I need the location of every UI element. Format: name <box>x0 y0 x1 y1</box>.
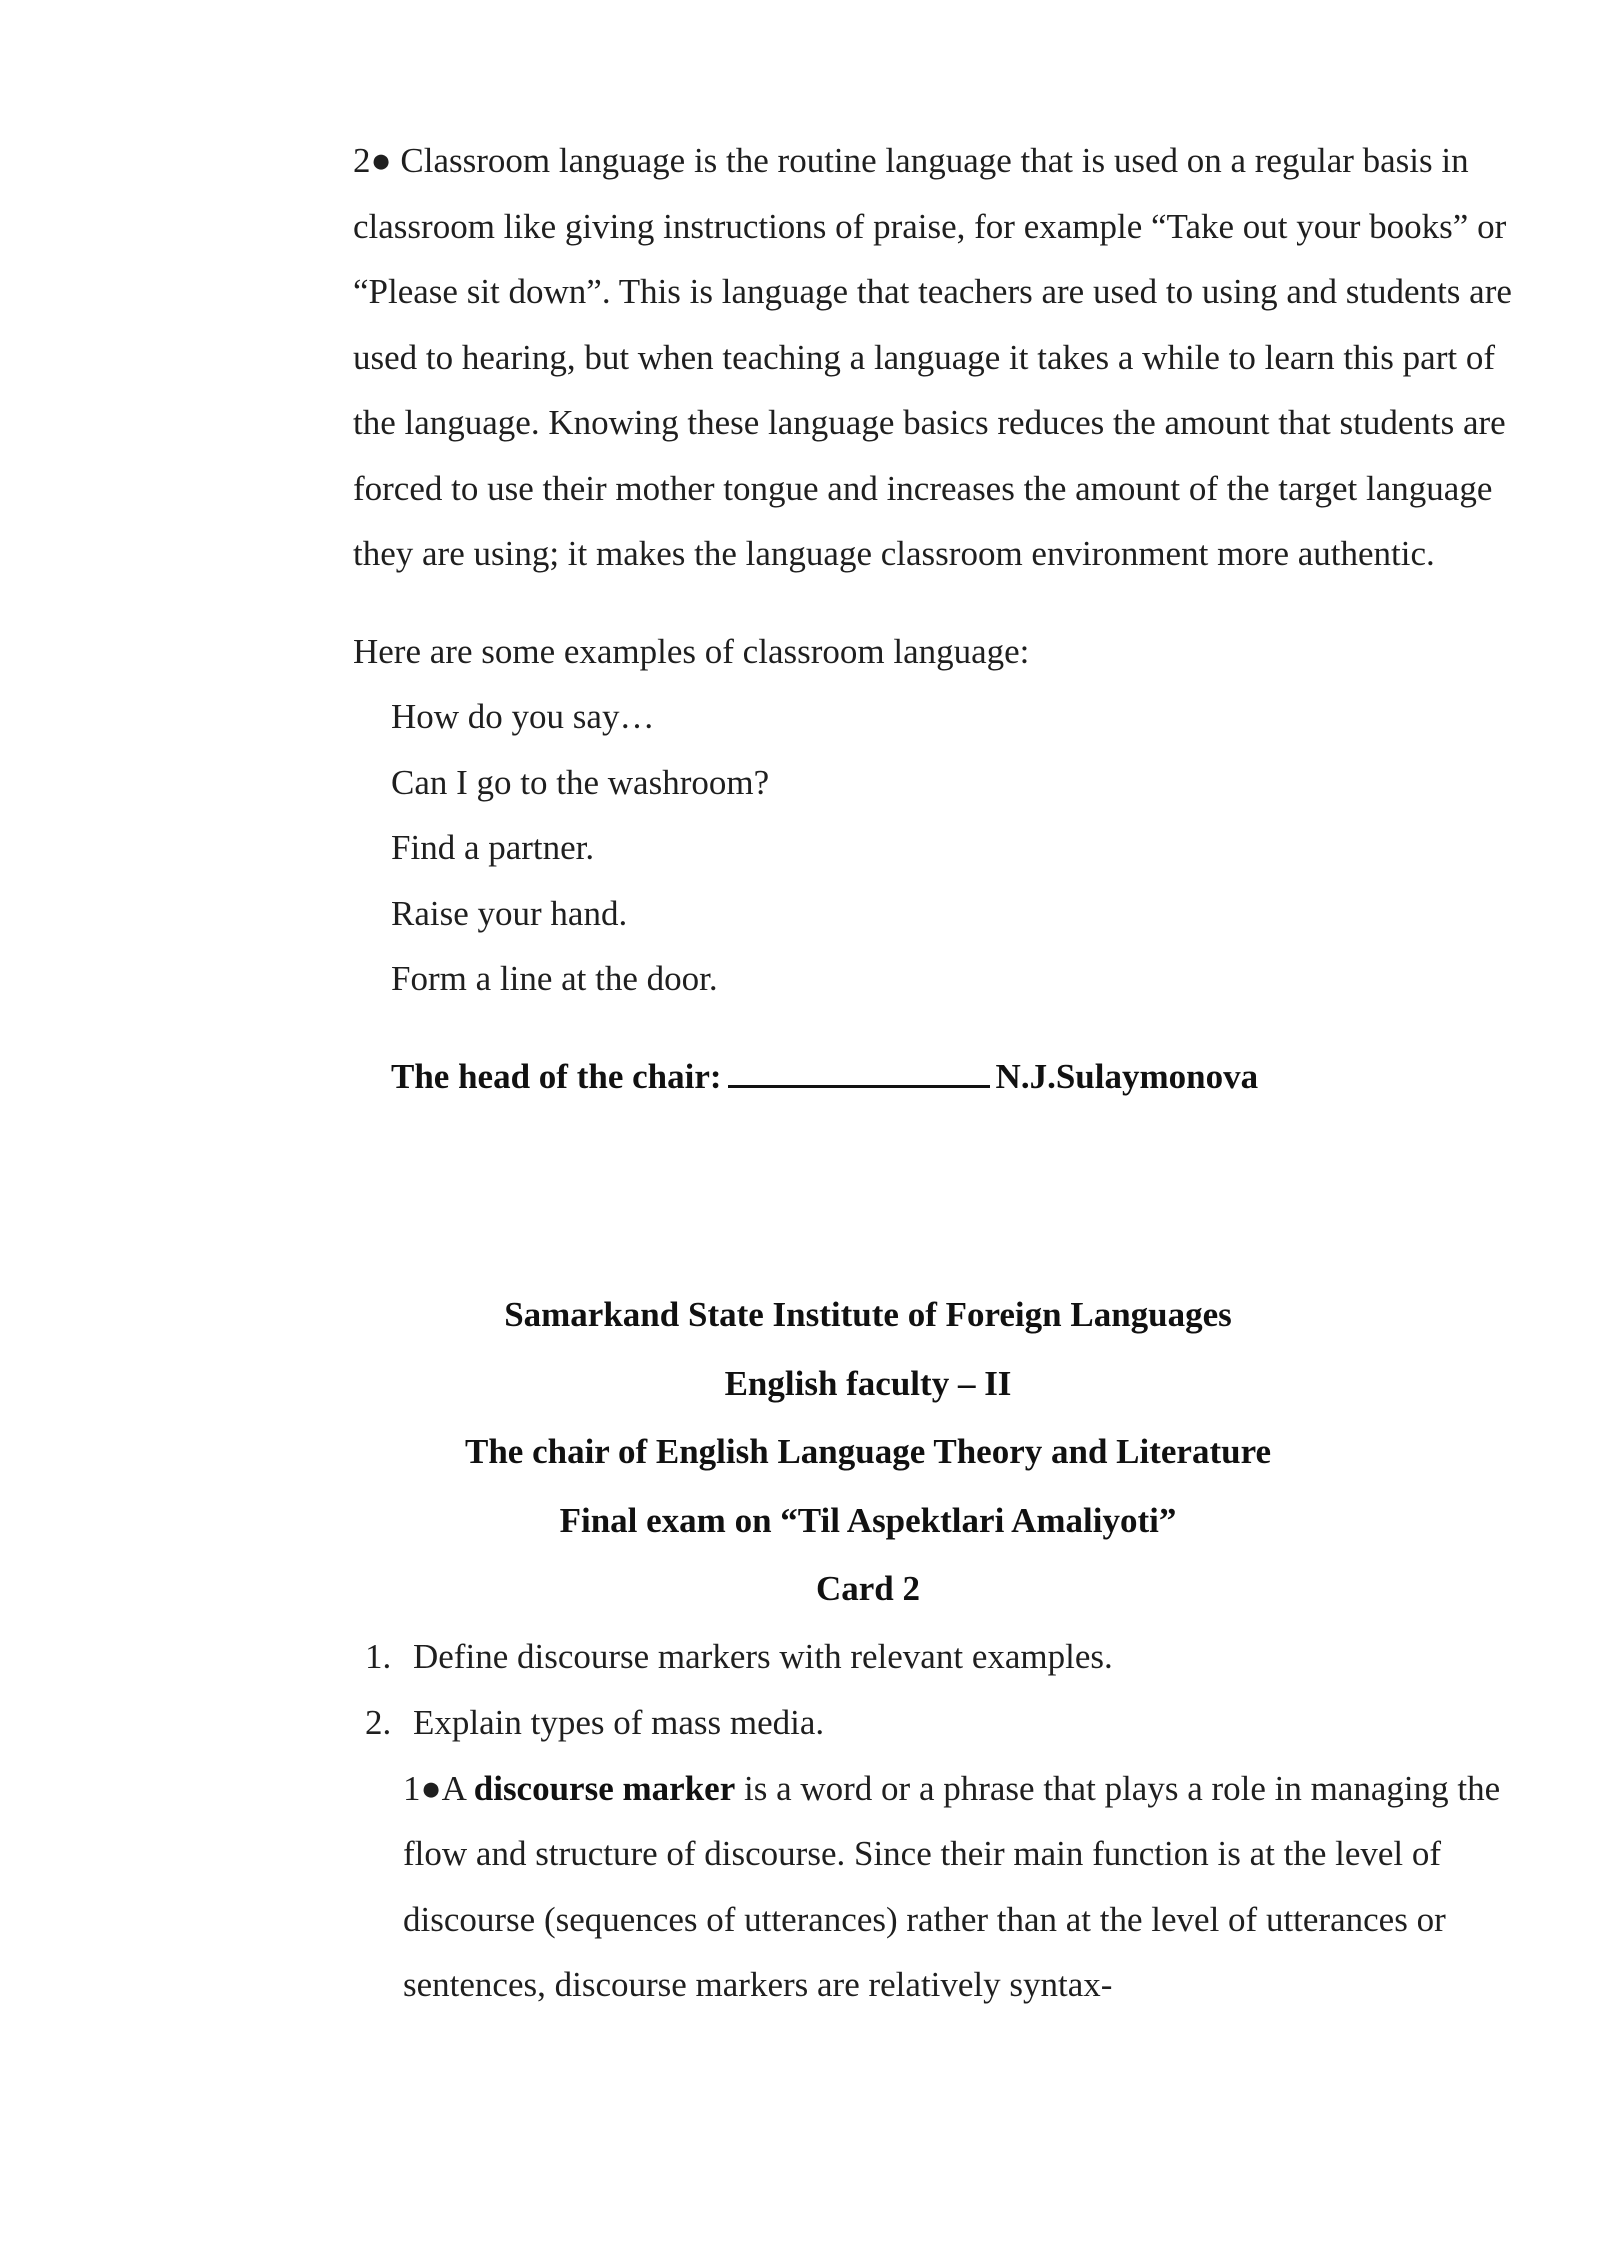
classroom-language-paragraph: 2● Classroom language is the routine language that is used on a regular basis in classroom like giving instructions of praise, for example “Take out your books” or “Please sit down”. This is language that teachers are used to using and students are used to hearing, but when teaching a language it takes a while to learn this part of the language. Knowing these language basics reduces the amount that students are forced to use their mother tongue and increases the amount of the target language they are using; it makes the language classroom environment more authentic. <box>353 141 1512 573</box>
list-item <box>365 1690 1513 1756</box>
answer-term: discourse marker <box>473 1768 736 1808</box>
list-item: How do you say… <box>391 697 655 736</box>
question-number: 1. <box>365 1636 392 1676</box>
question-text: Explain types of mass media. <box>413 1702 825 1742</box>
list-item <box>365 1624 1513 1690</box>
question-text: Define discourse markers with relevant examples. <box>413 1636 1113 1676</box>
signature-name: N.J.Sulaymonova <box>995 1056 1259 1096</box>
examples-list <box>353 684 1513 1012</box>
answer-prefix: 1●A <box>403 1768 474 1808</box>
list-item: Find a partner. <box>391 828 595 867</box>
signature-line <box>391 1044 1513 1110</box>
faculty-title: English faculty – II <box>724 1363 1012 1403</box>
signature-label: The head of the chair: <box>391 1056 722 1096</box>
institute-title: Samarkand State Institute of Foreign Languages <box>504 1295 1232 1334</box>
exam-title: Final exam on “Til Aspektlari Amaliyoti” <box>559 1500 1177 1540</box>
list-item: Can I go to the washroom? <box>391 762 770 802</box>
questions-list <box>353 1624 1513 1756</box>
card-header <box>293 1281 1443 1624</box>
examples-intro: Here are some examples of classroom language: <box>353 631 1030 671</box>
document-page <box>353 128 1513 2018</box>
question-number: 2. <box>365 1702 392 1742</box>
answer-text: is a word or a phrase that plays a role in managing the flow and structure of discourse. Since their main function is at the level of discourse (sequences of utterances) rather than at the level of utterances or sentences, discourse markers are relatively syntax- <box>403 1768 1501 2004</box>
list-item: Raise your hand. <box>391 893 628 933</box>
list-item: Form a line at the door. <box>391 959 718 998</box>
signature-blank <box>728 1055 990 1088</box>
chair-title: The chair of English Language Theory and Literature <box>464 1432 1272 1471</box>
answer-paragraph <box>403 1756 1513 2018</box>
card-title: Card 2 <box>815 1569 921 1608</box>
